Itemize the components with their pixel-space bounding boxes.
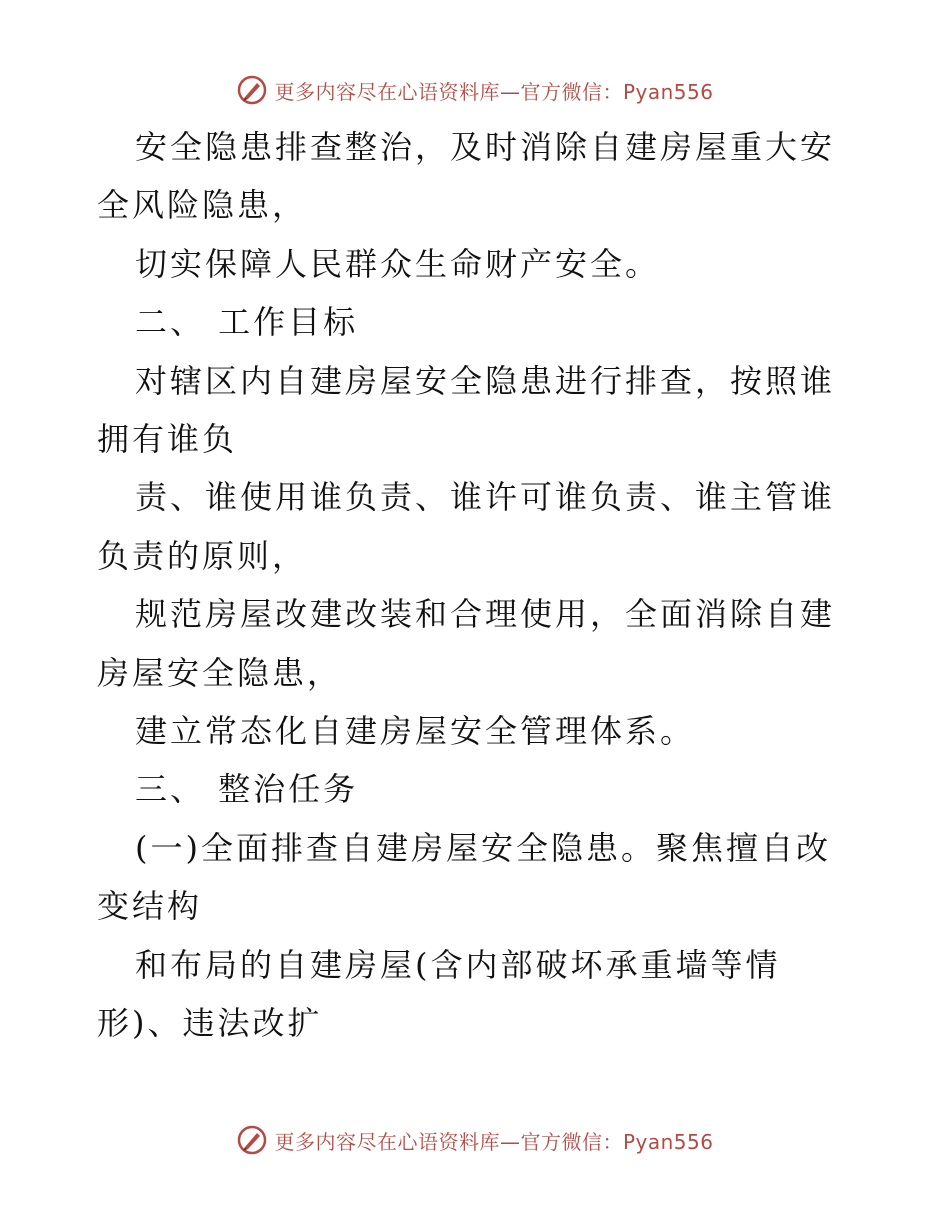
pen-logo-icon: [236, 74, 268, 106]
pen-logo-icon: [236, 1124, 268, 1156]
section-heading: 二、 工作目标: [135, 303, 359, 342]
banner-text: 更多内容尽在心语资料库—官方微信：Pyan556: [274, 1129, 714, 1154]
paragraph: 对辖区内自建房屋安全隐患进行排查，按照谁拥有谁负: [97, 361, 836, 459]
header-banner: [0, 70, 950, 110]
footer-banner: [0, 1120, 950, 1160]
document-body: [97, 118, 857, 1053]
paragraph: 建立常态化自建房屋安全管理体系。: [135, 712, 696, 751]
paragraph: (一)全面排查自建房屋安全隐患。聚焦擅自改变结构: [97, 828, 831, 926]
banner-text: 更多内容尽在心语资料库—官方微信：Pyan556: [274, 79, 714, 104]
paragraph: 和布局的自建房屋(含内部破坏承重墙等情形)、违法改扩: [97, 945, 781, 1043]
paragraph: 切实保障人民群众生命财产安全。: [135, 244, 661, 283]
paragraph: 安全隐患排查整治，及时消除自建房屋重大安全风险隐患，: [97, 128, 836, 225]
section-heading: 三、 整治任务: [135, 770, 359, 809]
paragraph: 责、谁使用谁负责、谁许可谁负责、谁主管谁负责的原则，: [97, 478, 836, 575]
paragraph: 规范房屋改建改装和合理使用，全面消除自建房屋安全隐患，: [97, 595, 836, 692]
